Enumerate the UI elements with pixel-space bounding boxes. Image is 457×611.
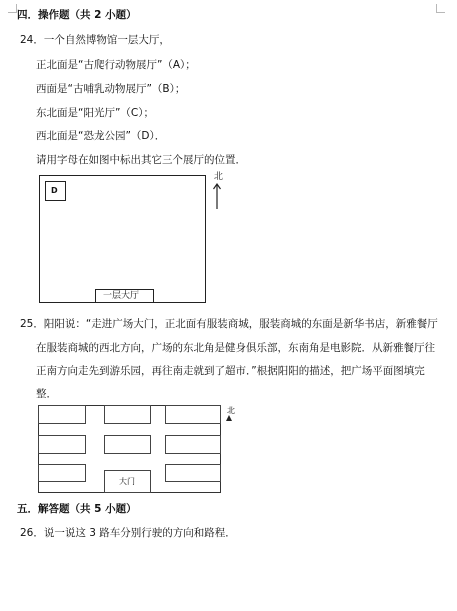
q24-line-b: 西面是“古哺乳动物展厅”（B）； [36,83,186,95]
square-gate-box [104,470,151,493]
square-cell-mid-left [38,435,86,454]
section-5-heading: 五．解答题（共 5 小题） [17,503,137,515]
square-cell-top-right [165,405,221,424]
square-cell-top-center [104,405,151,424]
q25-line-3: 正南方向走先到游乐园，再往南走就到了超市．”根据阳阳的描述，把广场平面图填完 [36,365,425,377]
square-cell-top-left [38,405,86,424]
square-cell-bottom-right [165,464,221,482]
margin-corner-mark-left [8,4,17,13]
q25-north-label: 北 [227,406,235,415]
hall-corner-d-label: D [51,186,58,195]
q24-line-c: 东北面是“阳光厅”（C）； [36,107,154,119]
hall-name-label: 一层大厅 [103,291,140,301]
q25-line-4: 整． [36,388,57,400]
hall-name-box [95,289,154,303]
q24-intro: 24．一个自然博物馆一层大厅， [20,34,170,46]
q24-north-label: 北 [214,172,224,182]
square-cell-mid-center [104,435,151,454]
square-gate-label: 大门 [119,477,135,486]
square-cell-mid-right [165,435,221,454]
q24-instruction: 请用字母在如图中标出其它三个展厅的位置． [36,154,246,166]
q24-north-arrow-icon [212,182,222,210]
q26-text: 26．说一说这 3 路车分别行驶的方向和路程． [20,527,236,539]
q24-line-d: 西北面是“恐龙公园”（D）． [36,130,166,142]
q24-line-a: 正北面是“古爬行动物展厅”（A）； [36,59,196,71]
square-cell-bottom-left [38,464,86,482]
q25-line-2: 在服装商城的西北方向，广场的东北角是健身俱乐部，东南角是电影院．从新雅餐厅往 [36,342,435,354]
margin-corner-mark-right [436,4,445,13]
hall-corner-d-box [45,181,66,201]
q25-north-arrow-icon [225,414,233,422]
q25-line-1: 25．阳阳说：“走进广场大门，正北面有服装商城，服装商城的东面是新华书店，新雅餐厅 [20,318,438,330]
section-4-heading: 四．操作题（共 2 小题） [17,9,137,21]
